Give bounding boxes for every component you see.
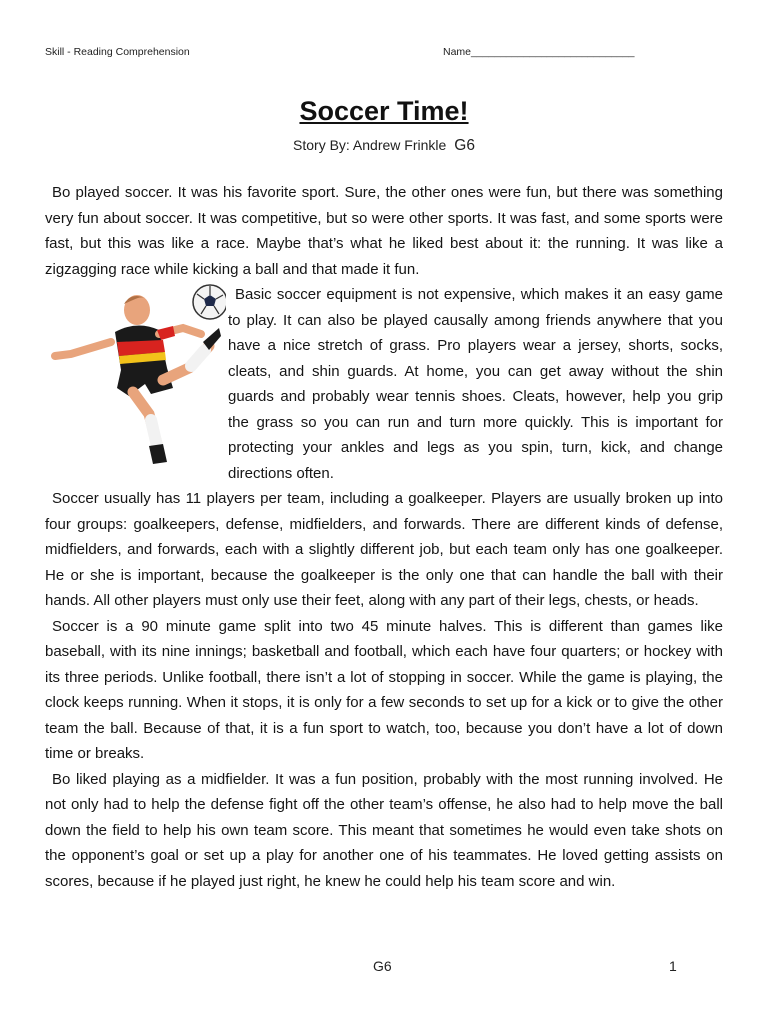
paragraph-2: Basic soccer equipment is not expensive, which makes it an easy game to play. It can also be played causally among friends anywhere that you have a nice stretch of grass. Pro players wear a jersey, shorts, socks, cleats, and shin guards. At home, you can get away without the shin guards and probably wear tennis shoes. Cleats, however, help you grip the grass so you can run and turn more quickly. This is important for protecting your ankles and legs as you spin, turn, kick, and change directions often.: [228, 286, 723, 482]
paragraph-3: Soccer usually has 11 players per team, including a goalkeeper. Players are usually broken up into four groups: goalkeepers, defense, midfielders, and forwards. There are different kinds of defense, midfielders, and forwards, each with a slightly different job, but each team only has one goalkeeper. He or she is important, because the goalkeeper is the only one that can handle the ball with their hands. All other players must only use their feet, along with any part of their legs, chests, or heads.: [45, 490, 723, 609]
page-number: 1: [669, 958, 677, 974]
story-body: [45, 180, 723, 894]
soccer-player-illustration: [33, 284, 226, 472]
paragraph-1: Bo played soccer. It was his favorite sport. Sure, the other ones were fun, but there was something very fun about soccer. It was competitive, but so were other sports. It was fast, and some sports were fast, but this was like a race. Maybe that’s what he liked best about it: the running. It was like a zigzagging race while kicking a ball and that made it fun.: [45, 184, 723, 278]
paragraph-5: Bo liked playing as a midfielder. It was a fun position, probably with the most running involved. He not only had to help the defense fight off the other team’s offense, he also had to help move the ball down the field to help his own team score. This meant that sometimes he would even take shots on the opponent’s goal or set up a play for another one of his teammates. He loved getting assists on scores, because if he played just right, he knew he could help his team score and win.: [45, 770, 723, 890]
skill-label: Skill - Reading Comprehension: [45, 46, 190, 58]
author-label: Story By: Andrew Frinkle: [293, 137, 447, 153]
soccer-player-icon: [33, 284, 226, 472]
name-field: Name____________________________: [443, 46, 635, 58]
paragraph-4: Soccer is a 90 minute game split into two 45 minute halves. This is different than games like baseball, with its nine innings; basketball and football, which each have four quarters; or hockey with its three periods. Unlike football, there isn’t a lot of stopping in soccer. While the game is playing, the clock keeps running. When it stops, it is only for a few seconds to set up for a kick or to give the other team the ball. Because of that, it is a fun sport to watch, too, because you don’t have a lot of down time or breaks.: [45, 617, 723, 762]
grade-label: G6: [454, 137, 475, 154]
page-title: Soccer Time!: [299, 96, 469, 126]
byline: [0, 137, 768, 155]
soccer-ball-icon: [193, 285, 226, 319]
footer-grade: G6: [373, 958, 392, 974]
